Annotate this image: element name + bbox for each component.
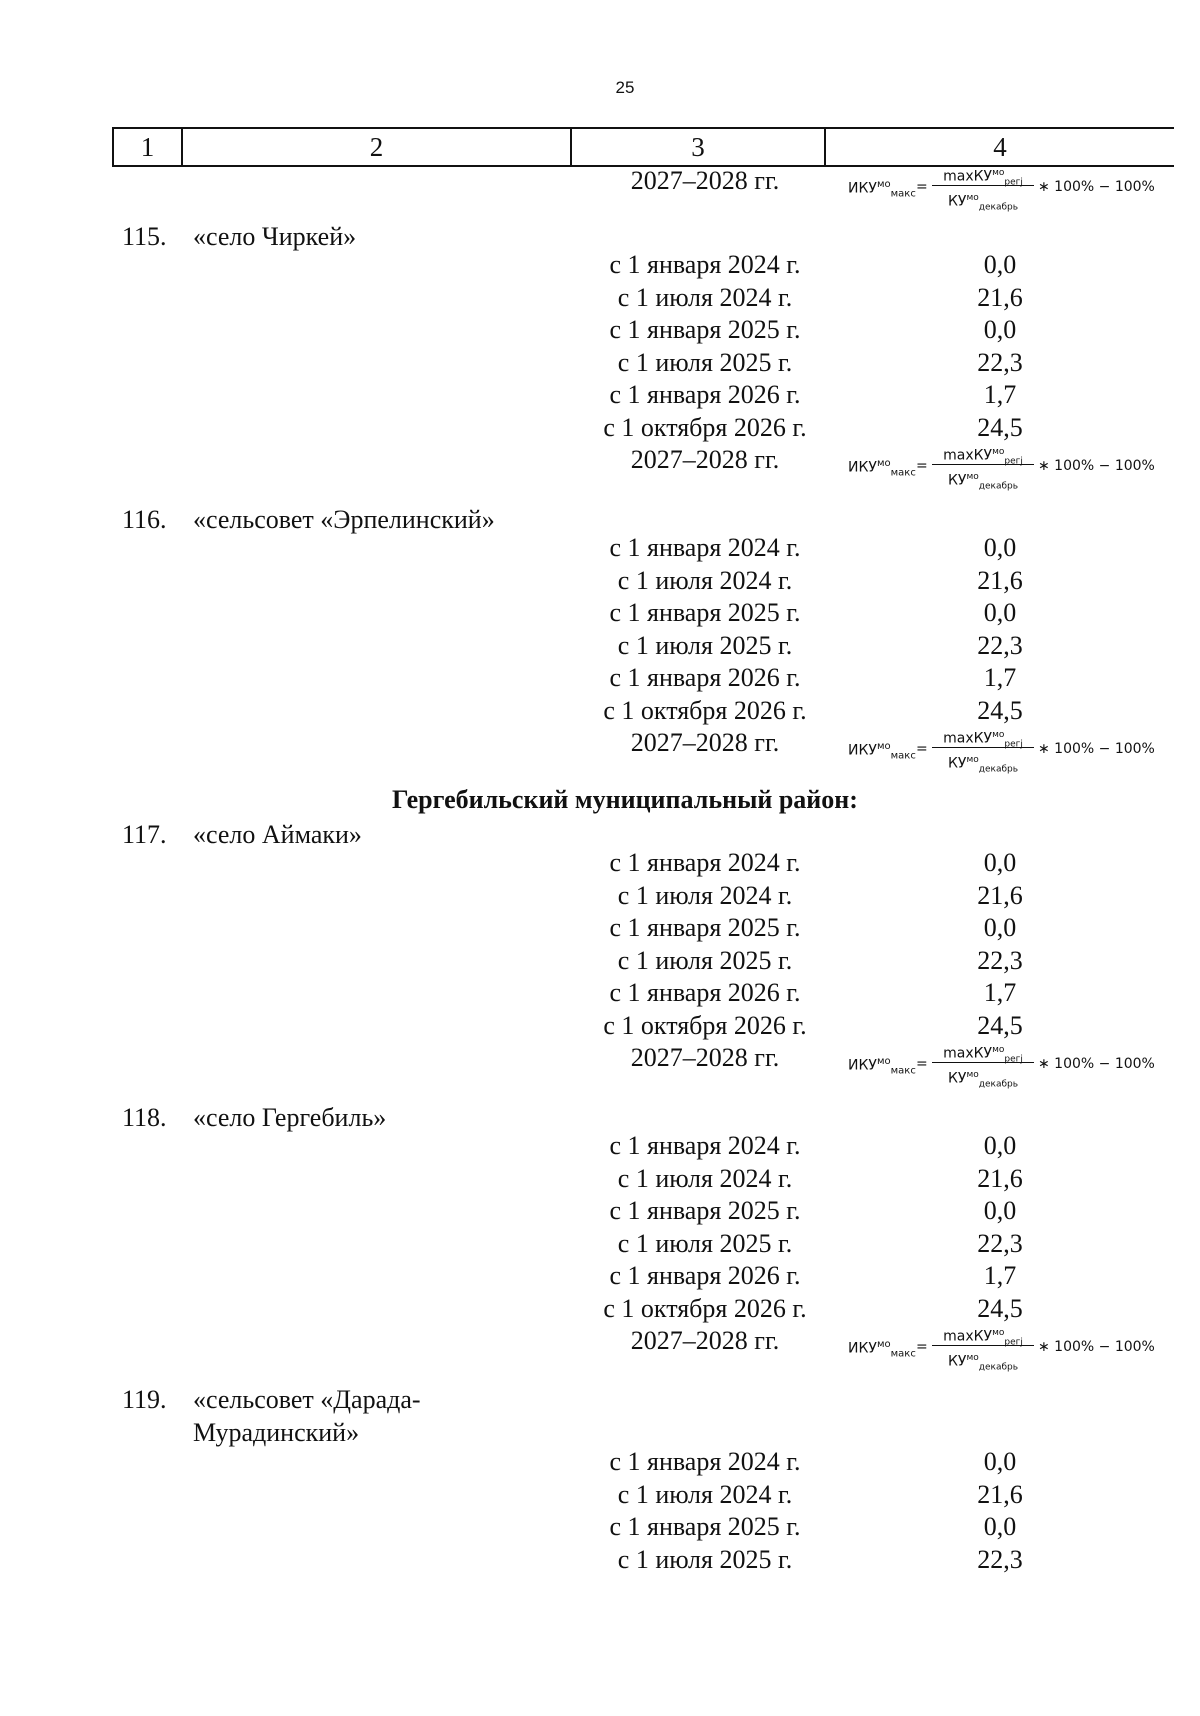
district-heading: Гергебильский муниципальный район: (392, 785, 858, 814)
value-cell: 24,5 (977, 695, 1023, 725)
value-cell: 0,0 (983, 913, 1017, 942)
date-cell: с 1 июля 2024 г. (617, 1479, 793, 1509)
date-cell: с 1 января 2026 г. (609, 1261, 801, 1290)
formula: $ИКУ^{мо}_{макс}$ = maxКУ$^{мо}_{pегj}$ $КУ^{мо}_{декабрь}$ ∗ 100% − 100% (848, 1328, 1155, 1373)
date-cell: с 1 января 2026 г. (609, 978, 801, 1007)
date-cell: с 1 января 2025 г. (609, 1512, 801, 1541)
header-col-3: 3 (691, 132, 705, 162)
entry-name-line: Мурадинский» (193, 1418, 360, 1447)
date-cell: с 1 июля 2024 г. (617, 565, 793, 595)
date-cell: с 1 октября 2026 г. (603, 412, 807, 442)
value-cell: 0,0 (983, 250, 1017, 279)
value-cell: 0,0 (983, 533, 1017, 562)
entry-number: 119. (122, 1385, 167, 1414)
value-cell: 1,7 (983, 1261, 1017, 1290)
date-cell: с 1 октября 2026 г. (603, 1010, 807, 1040)
date-cell: с 1 июля 2025 г. (617, 630, 793, 660)
entry-number: 116. (122, 505, 167, 534)
value-cell: 1,7 (983, 978, 1017, 1007)
value-cell: 21,6 (977, 1163, 1023, 1193)
table-header (112, 127, 1174, 167)
entry-name-line: «сельсовет «Дарада- (193, 1385, 421, 1414)
date-cell: с 1 июля 2024 г. (617, 282, 793, 312)
value-cell: 0,0 (983, 315, 1017, 344)
formula: $ИКУ^{мо}_{макс}$ = maxКУ$^{мо}_{pегj}$ $КУ^{мо}_{декабрь}$ ∗ 100% − 100% (848, 1045, 1155, 1090)
period-label: 2027–2028 гг. (630, 728, 780, 757)
value-cell: 21,6 (977, 880, 1023, 910)
value-cell: 0,0 (983, 1196, 1017, 1225)
value-cell: 1,7 (983, 663, 1017, 692)
header-col-2: 2 (369, 132, 384, 162)
date-cell: с 1 июля 2024 г. (617, 880, 793, 910)
value-cell: 0,0 (983, 848, 1017, 877)
entry-number: 118. (122, 1103, 167, 1132)
header-col-1: 1 (140, 132, 155, 162)
date-cell: с 1 января 2026 г. (609, 380, 801, 409)
period-label: 2027–2028 гг. (630, 1043, 780, 1072)
entry-name: «село Аймаки» (193, 820, 362, 849)
value-cell: 22,3 (977, 630, 1023, 660)
date-cell: с 1 января 2024 г. (609, 250, 801, 279)
period-label: 2027–2028 гг. (630, 445, 780, 474)
period-label: 2027–2028 гг. (630, 166, 780, 195)
entry-name: «село Гергебиль» (193, 1103, 387, 1132)
formula: $ИКУ^{мо}_{макс}$ = maxКУ$^{мо}_{pегj}$ $КУ^{мо}_{декабрь}$ ∗ 100% − 100% (848, 168, 1155, 213)
date-cell: с 1 января 2025 г. (609, 1196, 801, 1225)
page-number: 25 (615, 78, 635, 97)
value-cell: 24,5 (977, 1293, 1023, 1323)
date-cell: с 1 января 2024 г. (609, 1447, 801, 1476)
date-cell: с 1 июля 2024 г. (617, 1163, 793, 1193)
date-cell: с 1 октября 2026 г. (603, 695, 807, 725)
value-cell: 0,0 (983, 1447, 1017, 1476)
date-cell: с 1 октября 2026 г. (603, 1293, 807, 1323)
date-cell: с 1 июля 2025 г. (617, 945, 793, 975)
entry-number: 117. (122, 820, 167, 849)
value-cell: 24,5 (977, 412, 1023, 442)
date-cell: с 1 января 2025 г. (609, 598, 801, 627)
entry-name: «сельсовет «Эрпелинский» (193, 505, 495, 534)
date-cell: с 1 января 2024 г. (609, 848, 801, 877)
value-cell: 22,3 (977, 1228, 1023, 1258)
value-cell: 21,6 (977, 1479, 1023, 1509)
value-cell: 21,6 (977, 282, 1023, 312)
value-cell: 0,0 (983, 598, 1017, 627)
date-cell: с 1 января 2025 г. (609, 913, 801, 942)
value-cell: 22,3 (977, 347, 1023, 377)
date-cell: с 1 января 2026 г. (609, 663, 801, 692)
entry-number: 115. (122, 222, 167, 251)
date-cell: с 1 января 2025 г. (609, 315, 801, 344)
value-cell: 21,6 (977, 565, 1023, 595)
date-cell: с 1 июля 2025 г. (617, 1544, 793, 1574)
date-cell: с 1 июля 2025 г. (617, 1228, 793, 1258)
value-cell: 1,7 (983, 380, 1017, 409)
value-cell: 0,0 (983, 1512, 1017, 1541)
date-cell: с 1 июля 2025 г. (617, 347, 793, 377)
entry-name (193, 1383, 421, 1449)
date-cell: с 1 января 2024 г. (609, 1131, 801, 1160)
entry-name: «село Чиркей» (193, 222, 357, 251)
value-cell: 0,0 (983, 1131, 1017, 1160)
date-cell: с 1 января 2024 г. (609, 533, 801, 562)
period-label: 2027–2028 гг. (630, 1326, 780, 1355)
value-cell: 24,5 (977, 1010, 1023, 1040)
formula: $ИКУ^{мо}_{макс}$ = maxКУ$^{мо}_{pегj}$ $КУ^{мо}_{декабрь}$ ∗ 100% − 100% (848, 447, 1155, 492)
value-cell: 22,3 (977, 1544, 1023, 1574)
formula: $ИКУ^{мо}_{макс}$ = maxКУ$^{мо}_{pегj}$ $КУ^{мо}_{декабрь}$ ∗ 100% − 100% (848, 730, 1155, 775)
header-col-4: 4 (993, 132, 1007, 162)
value-cell: 22,3 (977, 945, 1023, 975)
